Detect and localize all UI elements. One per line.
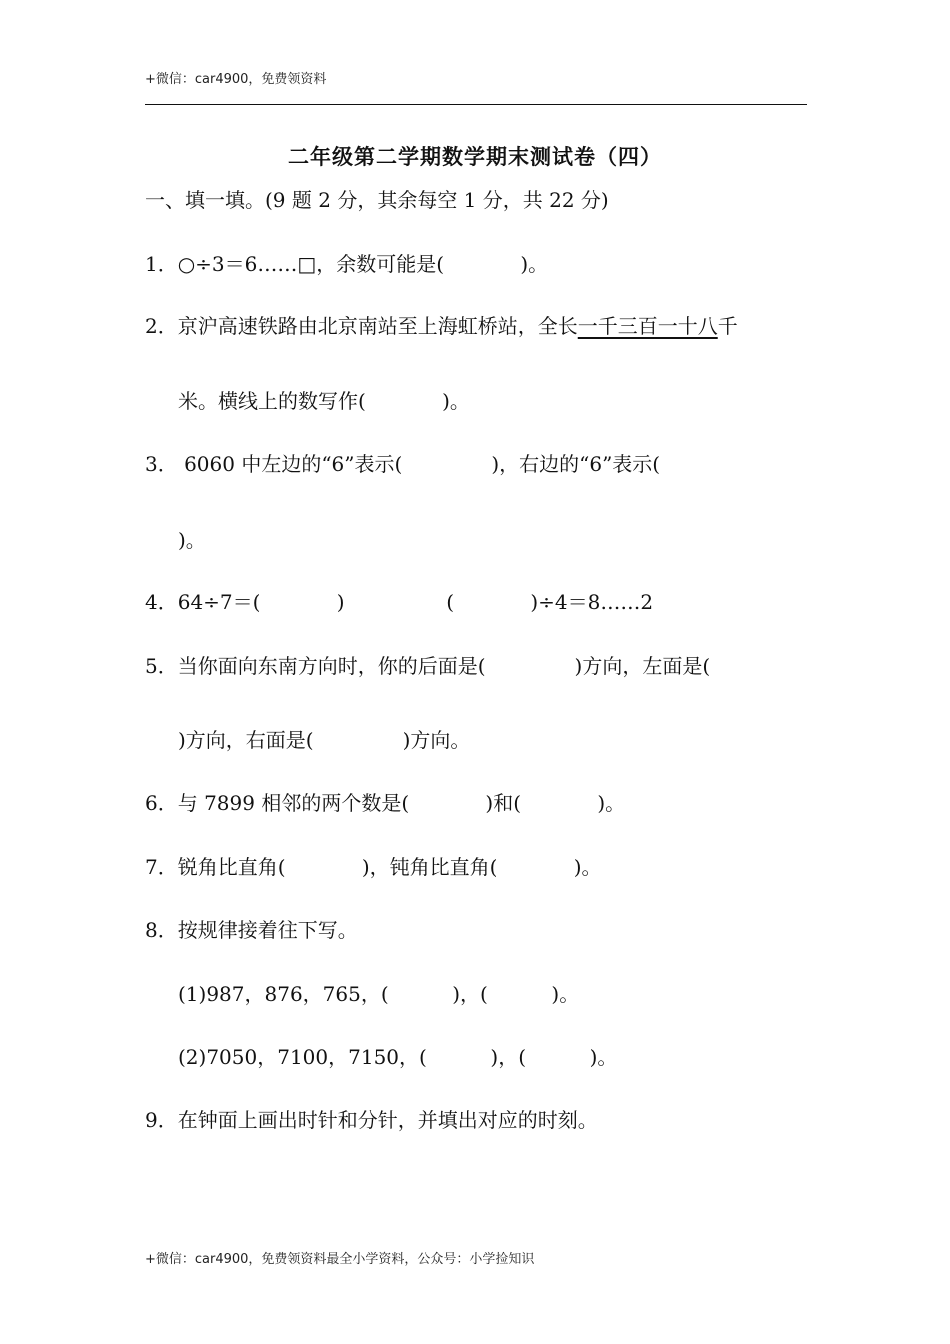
section-heading: 一、填一填。(9 题 2 分，其余每空 1 分，共 22 分) xyxy=(145,188,609,212)
page-footer: +微信：car4900，免费领资料最全小学资料，公众号：小学捡知识 xyxy=(145,1252,535,1267)
question-8-stem: 8．按规律接着往下写。 xyxy=(145,918,358,942)
question-3-line-2: )。 xyxy=(178,528,206,552)
question-2-line-1 xyxy=(145,316,738,336)
question-2-suffix: 千 xyxy=(717,314,738,338)
question-4: 4．64÷7＝( ) ( )÷4＝8……2 xyxy=(145,590,654,614)
question-8-part-2: (2)7050，7100，7150，( )，( )。 xyxy=(178,1045,618,1069)
page-title: 二年级第二学期数学期末测试卷（四） xyxy=(288,144,662,169)
question-5-line-1: 5．当你面向东南方向时，你的后面是( )方向，左面是( xyxy=(145,654,711,678)
question-6: 6．与 7899 相邻的两个数是( )和( )。 xyxy=(145,791,626,815)
question-2-line-2: 米。横线上的数写作( )。 xyxy=(178,389,470,413)
question-2-prefix: 2．京沪高速铁路由北京南站至上海虹桥站，全长 xyxy=(145,314,578,338)
question-2-underlined-number: 一千三百一十八 xyxy=(577,314,718,338)
question-1: 1．○÷3＝6……□，余数可能是( )。 xyxy=(145,252,549,276)
header-rule xyxy=(145,104,807,105)
question-7: 7．锐角比直角( )，钝角比直角( )。 xyxy=(145,855,602,879)
question-8-part-1: (1)987，876，765，( )，( )。 xyxy=(178,982,580,1006)
question-5-line-2: )方向，右面是( )方向。 xyxy=(178,728,471,752)
question-3-line-1: 3． 6060 中左边的“6”表示( )，右边的“6”表示( xyxy=(145,452,661,476)
question-9: 9．在钟面上画出时针和分针，并填出对应的时刻。 xyxy=(145,1108,598,1132)
page-header: +微信：car4900，免费领资料 xyxy=(145,72,327,87)
